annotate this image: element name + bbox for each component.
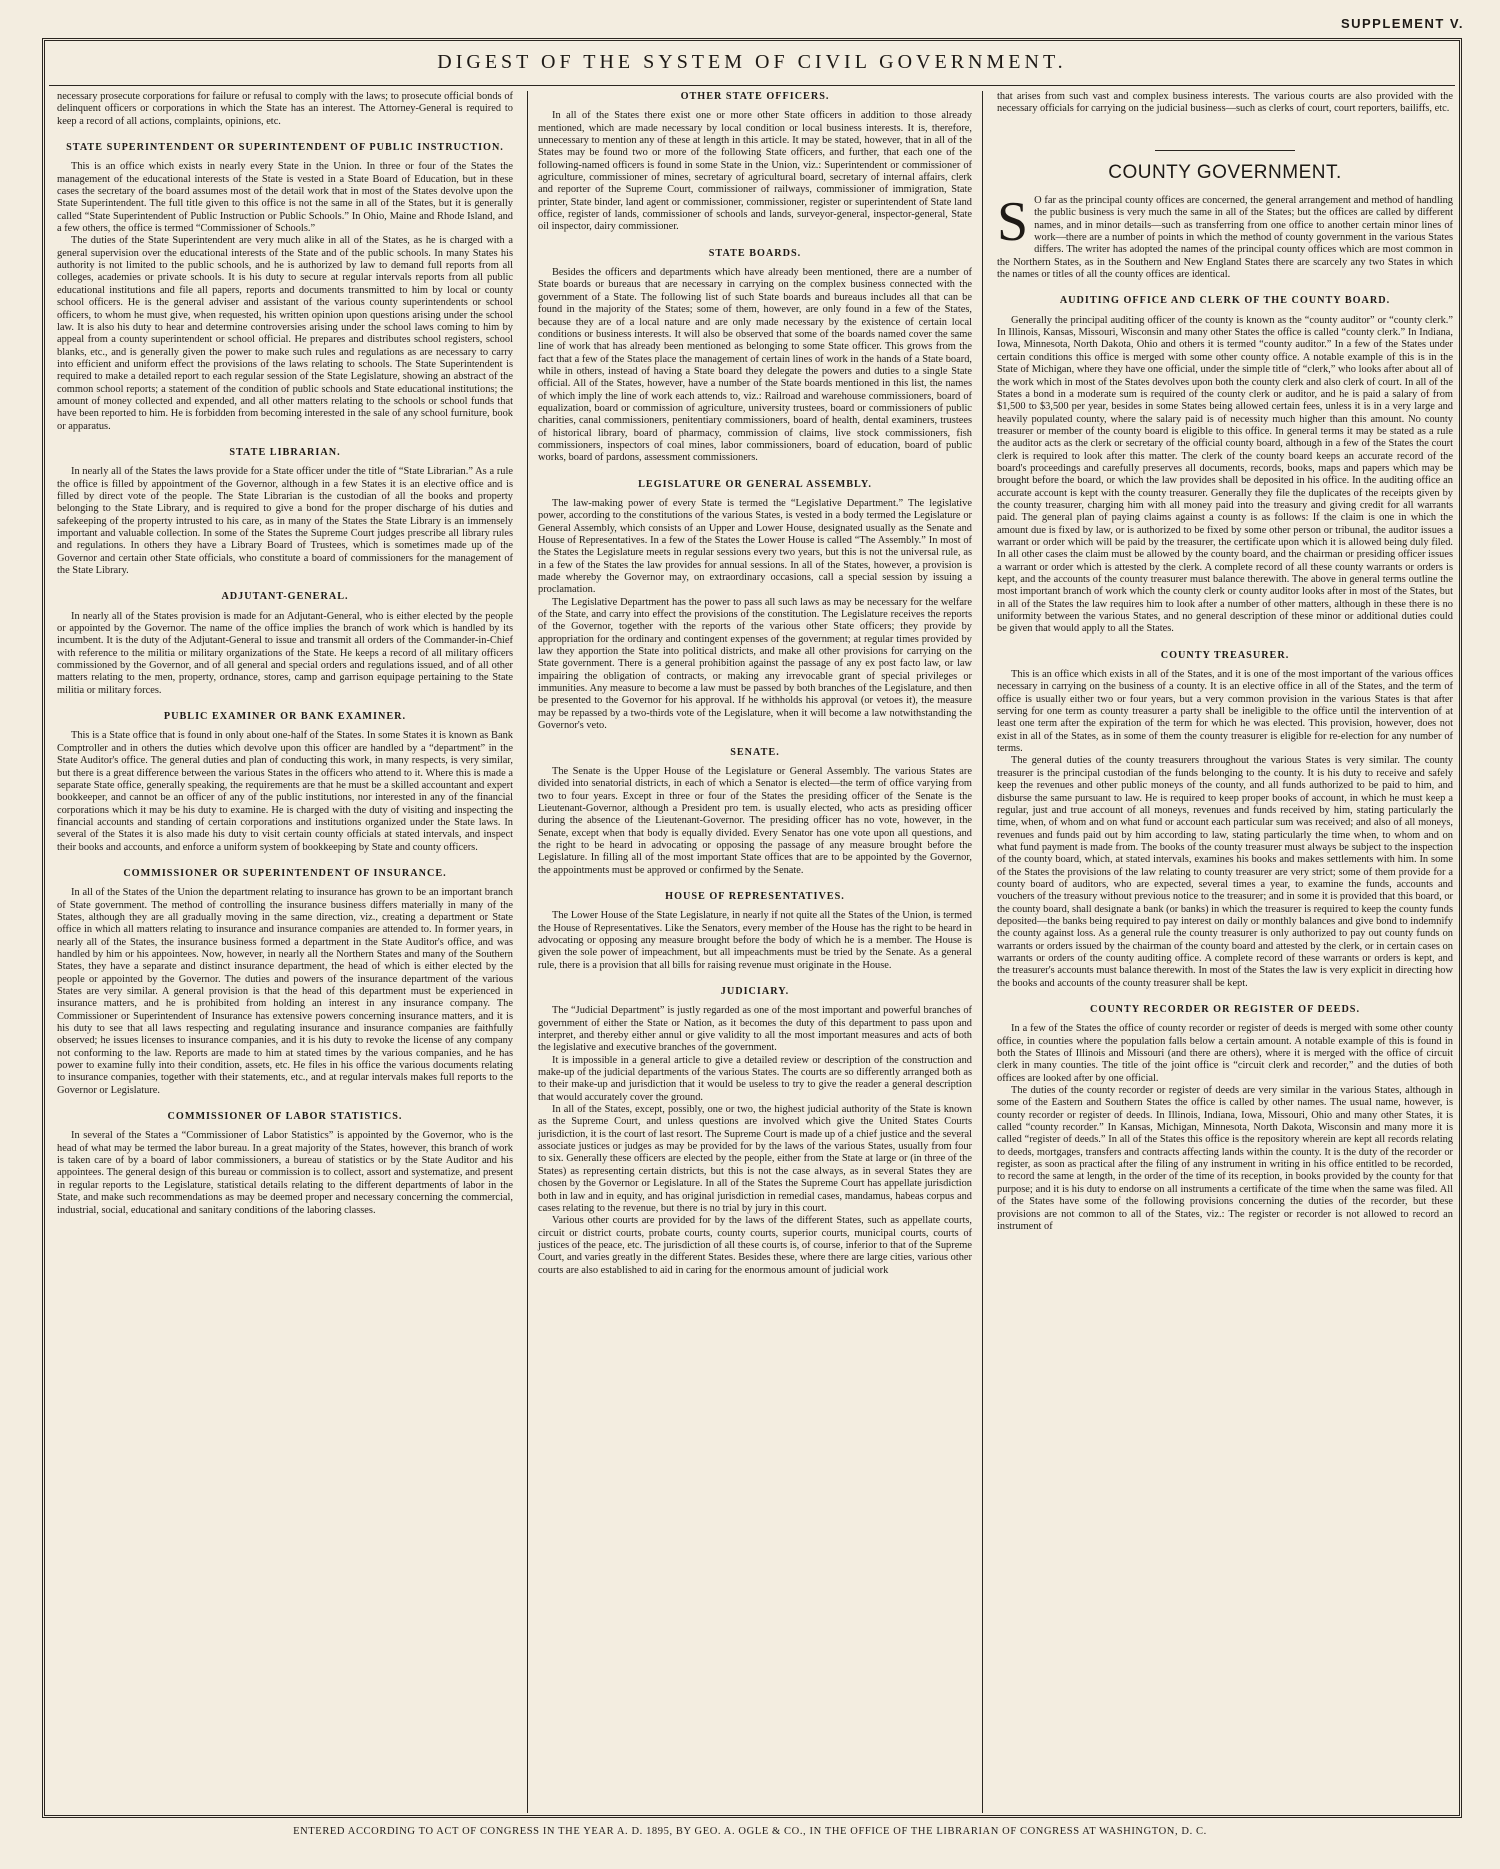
title-rule <box>49 85 1455 86</box>
paragraph: In all of the States there exist one or more other State officers in addition to those already mentioned, which are made necessary by local condition or local business interests. It is, therefore, unnecessary to mention any of these at length in this article. It may be stated, however, that in all of the States may be found two or more of the following State officers, and further, that each one of the following-named officers is found in some State in the Union, viz.: Superintendent or commissioner of agriculture, commissioner of mines, secretary of agricultural board, secretary of internal affairs, clerk and reporter of the Supreme Court, commissioner of railways, commissioner of immigration, State printer, State binder, land agent or commissioner, commissioner, register or superintendent of State land office, register of lands, commissioner of schools and lands, surveyor-general, inspector-general, State oil inspector, dairy commissioner. <box>538 110 972 233</box>
heading-house-of-representatives: HOUSE OF REPRESENTATIVES. <box>665 890 845 902</box>
col1-intro: necessary prosecute corporations for failure or refusal to comply with the laws; to prosecute official bonds of delinquent officers or corporations in which the State has an interest. The Attorney-General is required to keep a record of all actions, complaints, opinions, etc. <box>57 91 513 127</box>
drop-cap: S <box>997 191 1029 254</box>
page-frame <box>42 38 1462 1818</box>
paragraph: The “Judicial Department” is justly regarded as one of the most important and powerful branches of government of either the State or Nation, as it becomes the duty of this department to pass upon and interpret, and thereby either annul or give validity to all the most important measures and acts of both the legislative and executive branches of the government. <box>538 1005 972 1054</box>
heading-state-librarian: STATE LIBRARIAN. <box>229 446 341 458</box>
copyright-footer: ENTERED ACCORDING TO ACT OF CONGRESS IN THE YEAR A. D. 1895, BY GEO. A. OGLE & CO., IN THE OFFICE OF THE LIBRARIAN OF CONGRESS AT WASHINGTON, D. C. <box>293 1826 1207 1837</box>
paragraph: The Senate is the Upper House of the Legislature or General Assembly. The various States are divided into senatorial districts, in each of which a Senator is elected—the term of office varying from two to four years. Except in three or four of the States the presiding officer of the Senate is the Lieutenant-Governor, although a President pro tem. is usually elected, who acts as presiding officer during the absence of the Lieutenant-Governor. The presiding officer has no vote, however, in the Senate, except when that body is equally divided. Every Senator has one vote upon all questions, and the right to be heard in advocating or opposing the passage of any measure brought before the Legislature. In filling all of the most important State offices that are to be appointed by the Governor, the appointments must be approved or confirmed by the Senate. <box>538 765 972 876</box>
paragraph: This is an office which exists in nearly every State in the Union. In three or four of the States the management of the educational interests of the State is vested in a State Board of Education, but in these cases the secretary of the board assumes most of the detail work that in most of the States devolve upon the State Superintendent. The full title given to this office is not the same in all of the States, but it is generally called “State Superintendent of Public Instruction or Public Schools.” In Ohio, Maine and Rhode Island, and a few others, the office is termed “Commissioner of Schools.” <box>57 161 513 235</box>
paragraph: The law-making power of every State is termed the “Legislative Department.” The legislative power, according to the constitutions of the various States, is vested in a body termed the Legislature or General Assembly, which consists of an Upper and Lower House, designated usually as the Senate and House of Representatives. In a few of the States the Lower House is called “The Assembly.” In most of the States the Legislature meets in regular sessions every two years, but this is not the universal rule, as in a few of the States the law provides for annual sessions. In all of the States, however, a provision is made whereby the Governor may, on extraordinary occasions, call a special session by issuing a proclamation. <box>538 497 972 596</box>
paragraph: In all of the States, except, possibly, one or two, the highest judicial authority of the State is known as the Supreme Court, and unless questions are involved which give the United States Courts jurisdiction, it is the court of last resort. The Supreme Court is made up of a chief justice and the several associate justices or judges as may be provided for by the laws of the various States, usually from four to six. Generally these officers are elected by the people, either from the State at large or (in three of the States) as representing certain districts, but this is not the case always, as in several States they are chosen by the Governor or Legislature. In all of the States the Supreme Court has appellate jurisdiction both in law and in equity, and has original jurisdiction in remedial cases, mandamus, habeas corpus and cases relating to the revenue, but there is no trial by jury in this court. <box>538 1104 972 1214</box>
paragraph: It is impossible in a general article to give a detailed review or description of the construction and make-up of the judicial departments of the various States. The courts are so differently arranged both as to their make-up and jurisdiction that it would be useless to try to give the reader a general description that would accurately cover the ground. <box>538 1054 972 1103</box>
paragraph: The Lower House of the State Legislature, in nearly if not quite all the States of the Union, is termed the House of Representatives. Like the Senators, every member of the House has the right to be heard in advocating or opposing any measure brought before the body of which he is a member. The House is given the sole power of impeachment, but all impeachments must be tried by the Senate. As a general rule, there is a provision that all bills for raising revenue must originate in the House. <box>538 910 972 971</box>
paragraph: The duties of the State Superintendent are very much alike in all of the States, as he is charged with a general supervision over the educational interests of the State and of the public schools. In many States his authority is not limited to the public schools, and he is authorized by law to demand full reports from all colleges, academies or private schools. It is his duty to secure at regular intervals reports from all public educational institutions and file all papers, reports and documents transmitted to him by local or county school officers. He is the general adviser and assistant of the various county superintendents or school officers, to whom he must give, when requested, his written opinion upon questions arising under the school law. It is also his duty to hear and determine controversies arising under the school laws coming to him by appeal from a county superintendent or school official. He prepares and distributes school registers, school blanks, etc., and is generally given the power to make such rules and regulations as are necessary to carry into efficient and uniform effect the provisions of the laws relating to schools. The State Superintendent is required to make a detailed report to each regular session of the State Legislature, showing an abstract of the common school reports; a statement of the condition of public schools and State educational institutions; the amount of money collected and expended, and all other matters relating to the schools or school funds that have been reported to him. He is forbidden from becoming interested in the sale of any school furniture, book or apparatus. <box>57 235 513 432</box>
heading-labor-statistics: COMMISSIONER OF LABOR STATISTICS. <box>167 1111 403 1123</box>
heading-legislature: LEGISLATURE OR GENERAL ASSEMBLY. <box>638 478 872 490</box>
paragraph: In several of the States a “Commissioner of Labor Statistics” is appointed by the Governor, who is the head of what may be termed the labor bureau. In a great majority of the States, however, this branch of work is taken care of by a board of labor commissioners, a bureau of statistics or by the State Auditor and his appointees. The general design of this bureau or commission is to collect, assort and systematize, and present in regular reports to the Legislature, statistical details relating to the different departments of labor in the State, and make such recommendations as may be deemed proper and necessary concerning the commercial, industrial, social, educational and sanitary conditions of the laboring classes. <box>57 1130 513 1216</box>
page-title: DIGEST OF THE SYSTEM OF CIVIL GOVERNMENT. <box>437 51 1067 73</box>
section-divider <box>1155 150 1295 151</box>
paragraph: Generally the principal auditing officer of the county is known as the “county auditor” or “county clerk.” In Illinois, Kansas, Missouri, Wisconsin and many other States the office is called “county clerk.” In Indiana, Iowa, Minnesota, North Dakota, Ohio and others it is termed “county auditor.” In a few of the States under certain conditions this office is merged with some other county office. A notable example of this is in the State of Michigan, where they have one official, under the simple title of “clerk,” who looks after about all of the work which in most of the States devolves upon both the county clerk and also clerk of court. In all of the States a bond in a moderate sum is required of the county clerk or auditor, and he is paid a salary of from $1,500 to $3,500 per year, besides in some States being allowed certain fees, unless it is in a very large and heavily populated county, where the salary paid is of necessity much higher than this amount. No county treasurer or member of the county board is eligible to this office. In general terms it may be stated as a rule the auditor acts as the clerk or secretary of the official county board, although in a few of the States the court clerk is required to look after this matter. The clerk of the county board keeps an accurate record of the board's proceedings and carefully preserves all documents, records, books, maps and papers which may be brought before the board, or which the law provides shall be deposited in his office. In the auditing office an accurate account is kept with the county treasurer. Generally they file the duplicates of the receipts given by the county treasurer, charging him with all money paid into the treasury and giving credit for all warrants paid. The general plan of paying claims against a county is as follows: If the claim is one in which the amount due is fixed by law, or is authorized to be fixed by some other person or tribunal, the auditor issues a warrant or order which will be paid by the treasurer, the certificate upon which it is allowed being duly filed. In all other cases the claim must be allowed by the county board, and the chairman or presiding officer issues a warrant or order which is attested by the clerk. A complete record of all these county warrants or orders is kept, and the accounts of the county treasurer must balance therewith. The above in general terms outline the most important branch of work which the county clerk or county auditor looks after in most of the States, but in all of the States the law requires him to look after a number of other matters, although in these there is no uniformity between the various States, and no general description of these minor or additional duties could be given that would apply to all the States. <box>997 314 1453 635</box>
heading-auditing-office: AUDITING OFFICE AND CLERK OF THE COUNTY BOARD. <box>1059 295 1391 307</box>
heading-other-state-officers: OTHER STATE OFFICERS. <box>680 91 830 102</box>
paragraph: In nearly all of the States provision is made for an Adjutant-General, who is either elected by the people or appointed by the Governor. The name of the office implies the branch of work which is handled by its incumbent. It is the duty of the Adjutant-General to issue and transmit all orders of the Commander-in-Chief with reference to the militia or military organizations of the State. He keeps a record of all military officers commissioned by the Governor, and of all general and special orders and regulations issued, and of all other matters relating to the men, property, ordnance, stores, camp and garrison equipage pertaining to the State militia or military forces. <box>57 610 513 696</box>
heading-county-recorder: COUNTY RECORDER OR REGISTER OF DEEDS. <box>1089 1004 1361 1015</box>
supplement-label: SUPPLEMENT V. <box>1340 16 1464 31</box>
heading-judiciary: JUDICIARY. <box>720 986 790 997</box>
paragraph: Besides the officers and departments which have already been mentioned, there are a number of State boards or bureaus that are necessary in carrying on the complex business connected with the government of a State. The following list of such State boards and bureaus includes all that can be found in the majority of the States; some of them, however, are only found in a few of the States, because they are of a local nature and are only made necessary by the existence of certain local conditions or business interests. It will also be observed that some of the boards named cover the same line of work that has already been mentioned as belonging to some State officer. This grows from the fact that a few of the States place the management of certain lines of work in the hands of a State board, while in others, instead of having a State board they delegate the powers and duties to a single State official. All of the States, however, have a number of the State boards mentioned in this list, the names of which imply the line of work each attends to, viz.: Railroad and warehouse commissioners, board of equalization, board or commission of agriculture, university trustees, board or commissioners of public charities, canal commissioners, penitentiary commissioners, board of health, dental examiners, trustees of historical library, board of pharmacy, commission of claims, live stock commissioners, fish commissioners, inspectors of coal mines, labor commissioners, board of education, board of public works, board of pardons, assessment commissioners. <box>538 267 972 464</box>
paragraph: In nearly all of the States the laws provide for a State officer under the title of “State Librarian.” As a rule the office is filled by appointment of the Governor, although in a few States it is an elective office and is filled by direct vote of the people. The State Librarian is the custodian of all the books and property belonging to the State Library, and is required to give a bond for the proper discharge of his duties and safekeeping of the property intrusted to his care, as in many of the States the State Library is an immensely important and valuable collection. In some of the States the Supreme Court judges prescribe all library rules and regulations. In others they have a Library Board of Trustees, which is sometimes made up of the Governor and certain other State officials, who constitute a board of commissioners for the management of the State Library. <box>57 466 513 577</box>
column-3 <box>997 91 1453 1813</box>
heading-public-examiner: PUBLIC EXAMINER OR BANK EXAMINER. <box>163 711 407 723</box>
heading-county-government: COUNTY GOVERNMENT. <box>1108 161 1342 183</box>
county-intro-paragraph <box>997 191 1453 281</box>
col3-intro: that arises from such vast and complex business interests. The various courts are also provided with the necessary officials for carrying on the judicial business—such as clerks of court, court reporters, bailiffs, etc. <box>997 91 1453 115</box>
heading-county-treasurer: COUNTY TREASURER. <box>1160 649 1290 661</box>
heading-senate: SENATE. <box>730 746 780 758</box>
paragraph: In a few of the States the office of county recorder or register of deeds is merged with some other county office, in counties where the population falls below a certain amount. A notable example of this is found in both the States of Illinois and Missouri (and there are others), where it is merged with the office of circuit clerk in many counties. The title of the joint office is “circuit clerk and recorder,” and the duties of both offices are looked after by one official. <box>997 1023 1453 1084</box>
heading-state-boards: STATE BOARDS. <box>708 247 802 259</box>
paragraph: In all of the States of the Union the department relating to insurance has grown to be an important branch of State government. The method of controlling the insurance business differs materially in many of the States, although they are all gradually moving in the same direction, viz., creating a department or State office in which all matters relating to insurance and insurance companies are attended to. In former years, in nearly all of the States, the insurance business formed a department in the State Auditor's office, and was handled by him or his appointees. Now, however, in nearly all the Northern States and many of the Southern States, they have a separate and distinct insurance department, the head of which is either elected by the people or appointed by the Governor. The duties and powers of the insurance department of the various States are very similar. A general provision is that the head of this department must be experienced in insurance matters, and he is prohibited from holding an interest in any insurance company. The Commissioner or Superintendent of Insurance has extensive powers concerning insurance matters, and it is his duty to see that all laws respecting and regulating insurance and insurance companies are faithfully observed; he issues licenses to insurance companies, and it is his duty to revoke the license of any company not conforming to the law. Reports are made to him at stated times by the various companies, and he has power to examine fully into their condition, assets, etc. He files in his office the various documents relating to insurance companies, together with their statements, etc., and at regular intervals makes full reports to the Governor or Legislature. <box>57 887 513 1096</box>
column-1 <box>57 91 513 1813</box>
heading-insurance: COMMISSIONER OR SUPERINTENDENT OF INSURANCE. <box>123 867 447 879</box>
paragraph: The general duties of the county treasurers throughout the various States is very similar. The county treasurer is the principal custodian of the funds belonging to the county. It is his duty to receive and safely keep the revenues and other public moneys of the county, and all funds authorized to be paid to him, and disburse the same pursuant to law. He is required to keep proper books of account, in which he must keep a regular, just and true account of all moneys, revenues and funds received by him, stating particularly the time, when, of whom and on what fund or account each particular sum was received; and also of all moneys, revenues and funds paid out by him according to law, stating particularly the time when, to whom and on what fund payment is made from. The books of the county treasurer must always be subject to the inspection of the county board, which, at stated intervals, examines his books and makes settlements with him. In some of the States the provisions of the law relating to county treasurer are very strict; some of them provide for a county board of auditors, who are expected, several times a year, to examine the funds, accounts and vouchers of the treasury without previous notice to the treasurer; and in some it is provided that this board, or the county board, shall designate a bank (or banks) in which the treasurer is required to keep the county funds deposited—the banks being required to pay interest on daily or monthly balances and give bond to indemnify the county against loss. As a general rule the county treasurer is only authorized to pay out county funds on warrants or orders issued by the chairman of the county board and attested by the clerk, or in certain cases on warrants or orders of the county auditing office. A complete record of these warrants or orders is kept, and the treasurer's accounts must balance therewith. In most of the States the law is very explicit in directing how the books and accounts of the county treasurer shall be kept. <box>997 755 1453 989</box>
paragraph: The duties of the county recorder or register of deeds are very similar in the various States, although in some of the Eastern and Southern States the office is called by other names. The usual name, however, is county recorder or register of deeds. In Illinois, Indiana, Iowa, Missouri, Ohio and many other States, it is called “county recorder.” In Kansas, Michigan, Minnesota, North Dakota, Wisconsin and many more it is called “register of deeds.” In all of the States this office is the repository wherein are kept all records relating to deeds, mortgages, transfers and contracts affecting lands within the county. It is the duty of the recorder or register, as soon as practical after the filing of any instrument in writing in his office entitled to be recorded, to record the same at length, in the order of the time of its reception, in books provided by the county for that purpose; and it is his duty to endorse on all instruments a certificate of the time when the same was filed. All of the States have some of the following provisions concerning the duties of the recorder, but these provisions are not common to all of the States, viz.: The register or recorder is not allowed to record an instrument of <box>997 1085 1453 1232</box>
county-intro-text: O far as the principal county offices are concerned, the general arrangement and method of handling the public business is very much the same in all of the States; but the offices are called by different names, and in minor details—such as transferring from one office to another certain minor lines of work—there are a number of points in which the method of county government in the various States differs. The writer has adopted the names of the principal county offices which are most common in the Northern States, as in the Southern and New England States there are scarcely any two States in which the names or titles of all the county offices are identical. <box>997 195 1453 281</box>
paragraph: This is an office which exists in all of the States, and it is one of the most important of the various offices necessary in carrying on the business of a county. It is an elective office in all of the States, and the term of office is usually either two or four years, but a very common provision in the various States is that after serving for one term as county treasurer a party shall be ineligible to the office until the intervention of at least one term after the expiration of the term for which he was elected. This provision, however, does not exist in all of the States, as in some of them the county treasurer is eligible for re-election for any number of terms. <box>997 669 1453 755</box>
column-2 <box>527 91 983 1813</box>
paragraph: Various other courts are provided for by the laws of the different States, such as appellate courts, circuit or district courts, probate courts, county courts, superior courts, municipal courts, courts of justices of the peace, etc. The jurisdiction of all these courts is, of course, inferior to that of the Supreme Court, and varies greatly in the different States. Besides these, where there are large cities, various other courts are also established to aid in caring for the enormous amount of judicial work <box>538 1215 972 1276</box>
paragraph: This is a State office that is found in only about one-half of the States. In some States it is known as Bank Comptroller and in others the duties which devolve upon this officer are handled by a “department” in the State Auditor's office. The general duties and plan of conducting this work, in many respects, is very similar, but there is a great difference between the various States in the officers who attend to it. Where this is made a separate State office, generally speaking, the requirements are that he must be a skilled accountant and expert bookkeeper, and cannot be an officer of any of the public institutions, nor interested in any of the financial corporations which it may be his duty to examine. He is charged with the duty of visiting and inspecting the financial accounts and standing of certain corporations and institutions organized under the State laws. In several of the States it is also made his duty to visit certain county officials at stated intervals, and inspect their books and accounts, and enforce a uniform system of bookkeeping by State and county officers. <box>57 730 513 853</box>
heading-state-superintendent: STATE SUPERINTENDENT OR SUPERINTENDENT OF PUBLIC INSTRUCTION. <box>66 142 504 154</box>
paragraph: The Legislative Department has the power to pass all such laws as may be necessary for the welfare of the State, and carry into effect the provisions of the constitution. The Legislature receives the reports of the Governor, together with the reports of the various other State officers; they provide by appropriation for the ordinary and contingent expenses of the government; at regular times provided by law they apportion the State into political districts, and make all other provisions for carrying on the State government. There is a general prohibition against the passage of any ex post facto law, or law impairing the obligation of contracts, or making any irrevocable grant of special privileges or immunities. Any measure to become a law must be passed by both branches of the Legislature, and then be presented to the Governor for his approval. If he withholds his approval (or vetoes it), the measure may be repassed by a two-thirds vote of the Legislature, when it will become a law notwithstanding the Governor's veto. <box>538 596 972 732</box>
heading-adjutant-general: ADJUTANT-GENERAL. <box>221 591 349 603</box>
